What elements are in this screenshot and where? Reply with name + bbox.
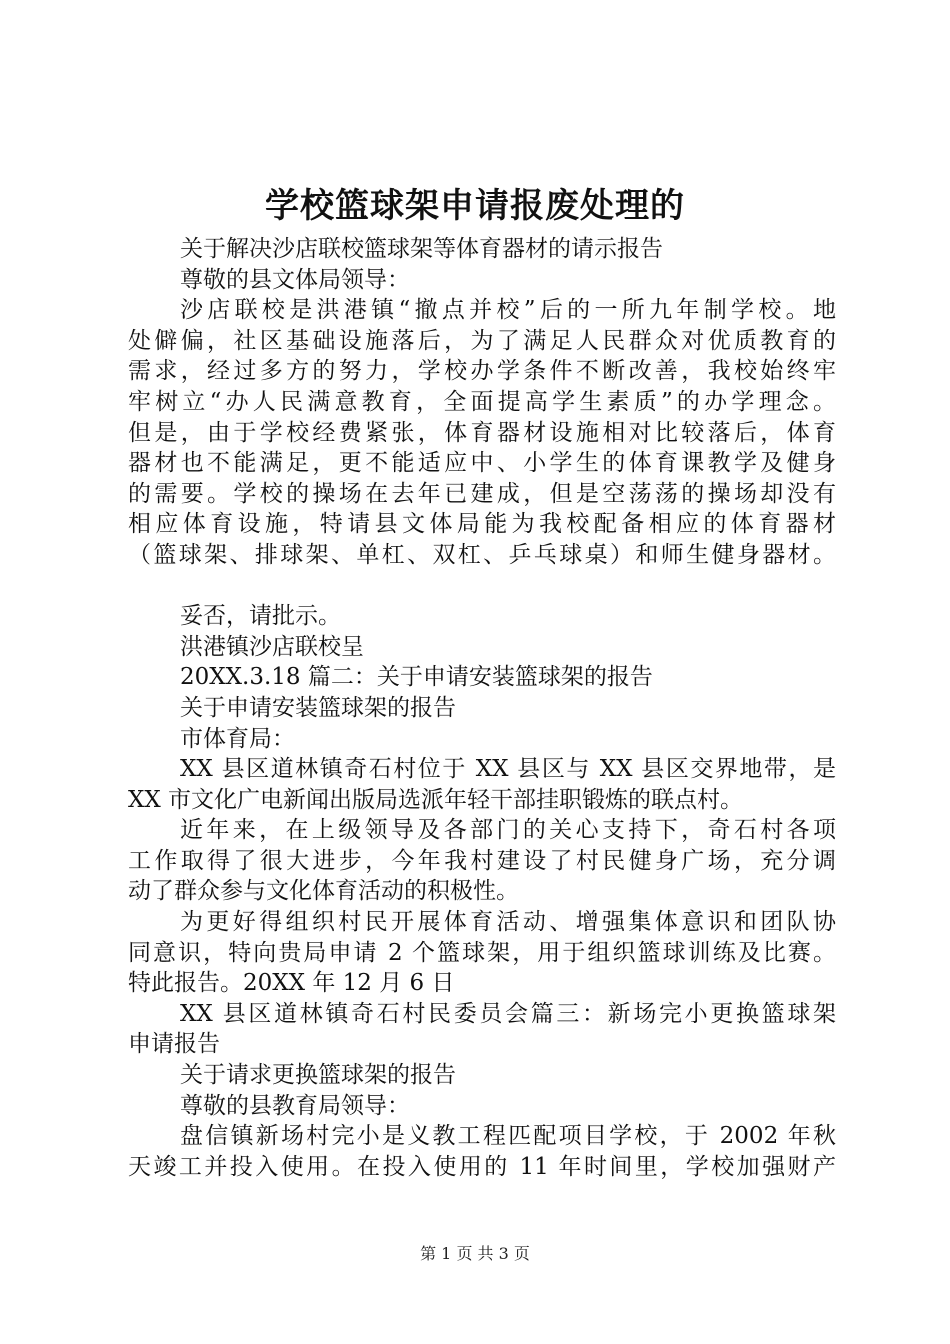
paragraph-line: 为更好得组织村民开展体育活动、增强集体意识和团队协 (180, 909, 836, 936)
paragraph-line: 洪港镇沙店联校呈 (180, 633, 364, 660)
paragraph-line: 关于解决沙店联校篮球架等体育器材的请示报告 (180, 236, 663, 262)
document-title: 学校篮球架申请报废处理的 (265, 186, 685, 226)
page-footer: 第 1 页 共 3 页 (420, 1244, 530, 1263)
paragraph-line: 相应体育设施，特请县文体局能为我校配备相应的体育器材 (128, 511, 836, 538)
paragraph-line: 尊敬的县教育局领导： (180, 1092, 410, 1119)
paragraph-line: 但是，由于学校经费紧张，体育器材设施相对比较落后，体育 (128, 419, 836, 446)
paragraph-line: 牢树立“办人民满意教育，全面提高学生素质”的办学理念。 (128, 388, 836, 415)
paragraph-line: 妥否，请批示。 (180, 603, 341, 630)
paragraph-line: 天竣工并投入使用。在投入使用的 11 年时间里，学校加强财产 (128, 1153, 836, 1180)
paragraph-line: 沙店联校是洪港镇“撤点并校”后的一所九年制学校。地 (180, 297, 836, 324)
paragraph-line: 动了群众参与文化体育活动的积极性。 (128, 878, 519, 905)
paragraph-line: 20XX.3.18 篇二：关于申请安装篮球架的报告 (180, 664, 653, 691)
paragraph-line: 同意识，特向贵局申请 2 个篮球架，用于组织篮球训练及比赛。 (128, 939, 836, 966)
paragraph-line: 的需要。学校的操场在去年已建成，但是空荡荡的操场却没有 (128, 480, 836, 507)
blank-line (128, 571, 836, 602)
paragraph-line: 盘信镇新场村完小是义教工程匹配项目学校，于 2002 年秋 (180, 1123, 836, 1150)
paragraph-line: XX 市文化广电新闻出版局选派年轻干部挂职锻炼的联点村。 (128, 786, 744, 813)
paragraph-line: XX 县区道林镇奇石村民委员会篇三：新场完小更换篮球架 (180, 1000, 836, 1027)
paragraph-line: 器材也不能满足，更不能适应中、小学生的体育课教学及健身 (128, 450, 836, 477)
paragraph-line: 处僻偏，社区基础设施落后，为了满足人民群众对优质教育的 (128, 327, 836, 354)
paragraph-line: XX 县区道林镇奇石村位于 XX 县区与 XX 县区交界地带，是 (180, 756, 836, 783)
paragraph-line: 特此报告。20XX 年 12 月 6 日 (128, 970, 455, 997)
paragraph-line: 关于申请安装篮球架的报告 (180, 694, 456, 721)
paragraph-line: 市体育局： (180, 725, 295, 752)
document-body (128, 234, 836, 1182)
paragraph-line: 近年来，在上级领导及各部门的关心支持下，奇石村各项 (180, 817, 836, 844)
paragraph-line: 关于请求更换篮球架的报告 (180, 1062, 456, 1089)
paragraph-line: 尊敬的县文体局领导： (180, 266, 410, 293)
paragraph-line: 工作取得了很大进步，今年我村建设了村民健身广场，充分调 (128, 847, 836, 874)
paragraph-line: 需求，经过多方的努力，学校办学条件不断改善，我校始终牢 (128, 358, 836, 385)
paragraph-line: 申请报告 (128, 1031, 220, 1058)
paragraph-line: （篮球架、排球架、单杠、双杠、乒乓球桌）和师生健身器材。 (128, 541, 836, 568)
